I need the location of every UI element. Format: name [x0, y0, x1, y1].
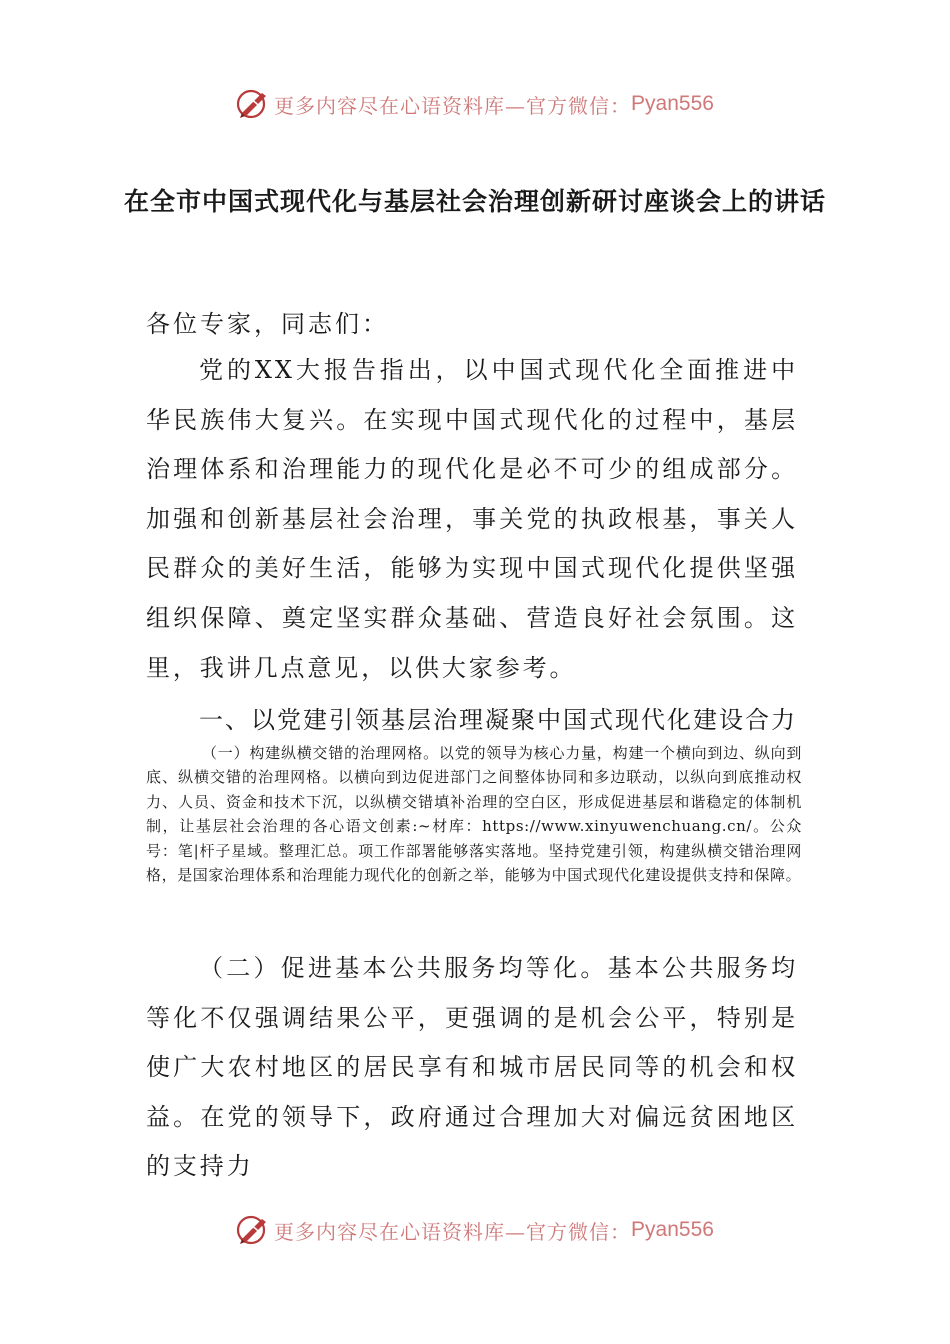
banner-wechat-id: Pyan556: [631, 1218, 714, 1241]
subsection-1-paragraph: （一）构建纵横交错的治理网格。以党的领导为核心力量，构建一个横向到边、纵向到底、纵横交错的治理网格。以横向到边促进部门之间整体协同和多边联动，以纵向到底推动权力、人员、资金和技术下沉，以纵横交错填补治理的空白区，形成促进基层和谐稳定的体制机制，让基层社会治理的各心语文创素:~材库：https://www.xinyuwenchuang.cn/。公众号：笔|杆子星域。整理汇总。项工作部署能够落实落地。坚持党建引领，构建纵横交错治理网格，是国家治理体系和治理能力现代化的创新之举，能够为中国式现代化建设提供支持和保障。: [146, 744, 802, 885]
intro-paragraph: 党的XX大报告指出，以中国式现代化全面推进中华民族伟大复兴。在实现中国式现代化的过程中，基层治理体系和治理能力的现代化是必不可少的组成部分。加强和创新基层社会治理，事关党的执政根基，事关人民群众的美好生活，能够为实现中国式现代化提供坚强组织保障、奠定坚实群众基础、营造良好社会氛围。这里，我讲几点意见，以供大家参考。: [146, 356, 798, 682]
subsection-2-paragraph: （二）促进基本公共服务均等化。基本公共服务均等化不仅强调结果公平，更强调的是机会公平，特别是使广大农村地区的居民享有和城市居民同等的机会和权益。在党的领导下，政府通过合理加大对偏远贫困地区的支持力: [146, 954, 798, 1181]
banner-text: 更多内容尽在心语资料库—官方微信：: [274, 1219, 632, 1244]
banner-wechat-id: Pyan556: [631, 92, 714, 115]
section-heading-1: 一、以党建引领基层治理凝聚中国式现代化建设合力: [199, 706, 797, 734]
header-watermark-banner: [0, 84, 950, 124]
document-title: 在全市中国式现代化与基层社会治理创新研讨座谈会上的讲话: [123, 187, 826, 216]
pen-logo-icon: [236, 1213, 270, 1247]
pen-logo-icon: [236, 87, 270, 121]
salutation: 各位专家，同志们：: [146, 310, 389, 338]
banner-text: 更多内容尽在心语资料库—官方微信：: [274, 93, 632, 118]
footer-watermark-banner: [0, 1210, 950, 1250]
